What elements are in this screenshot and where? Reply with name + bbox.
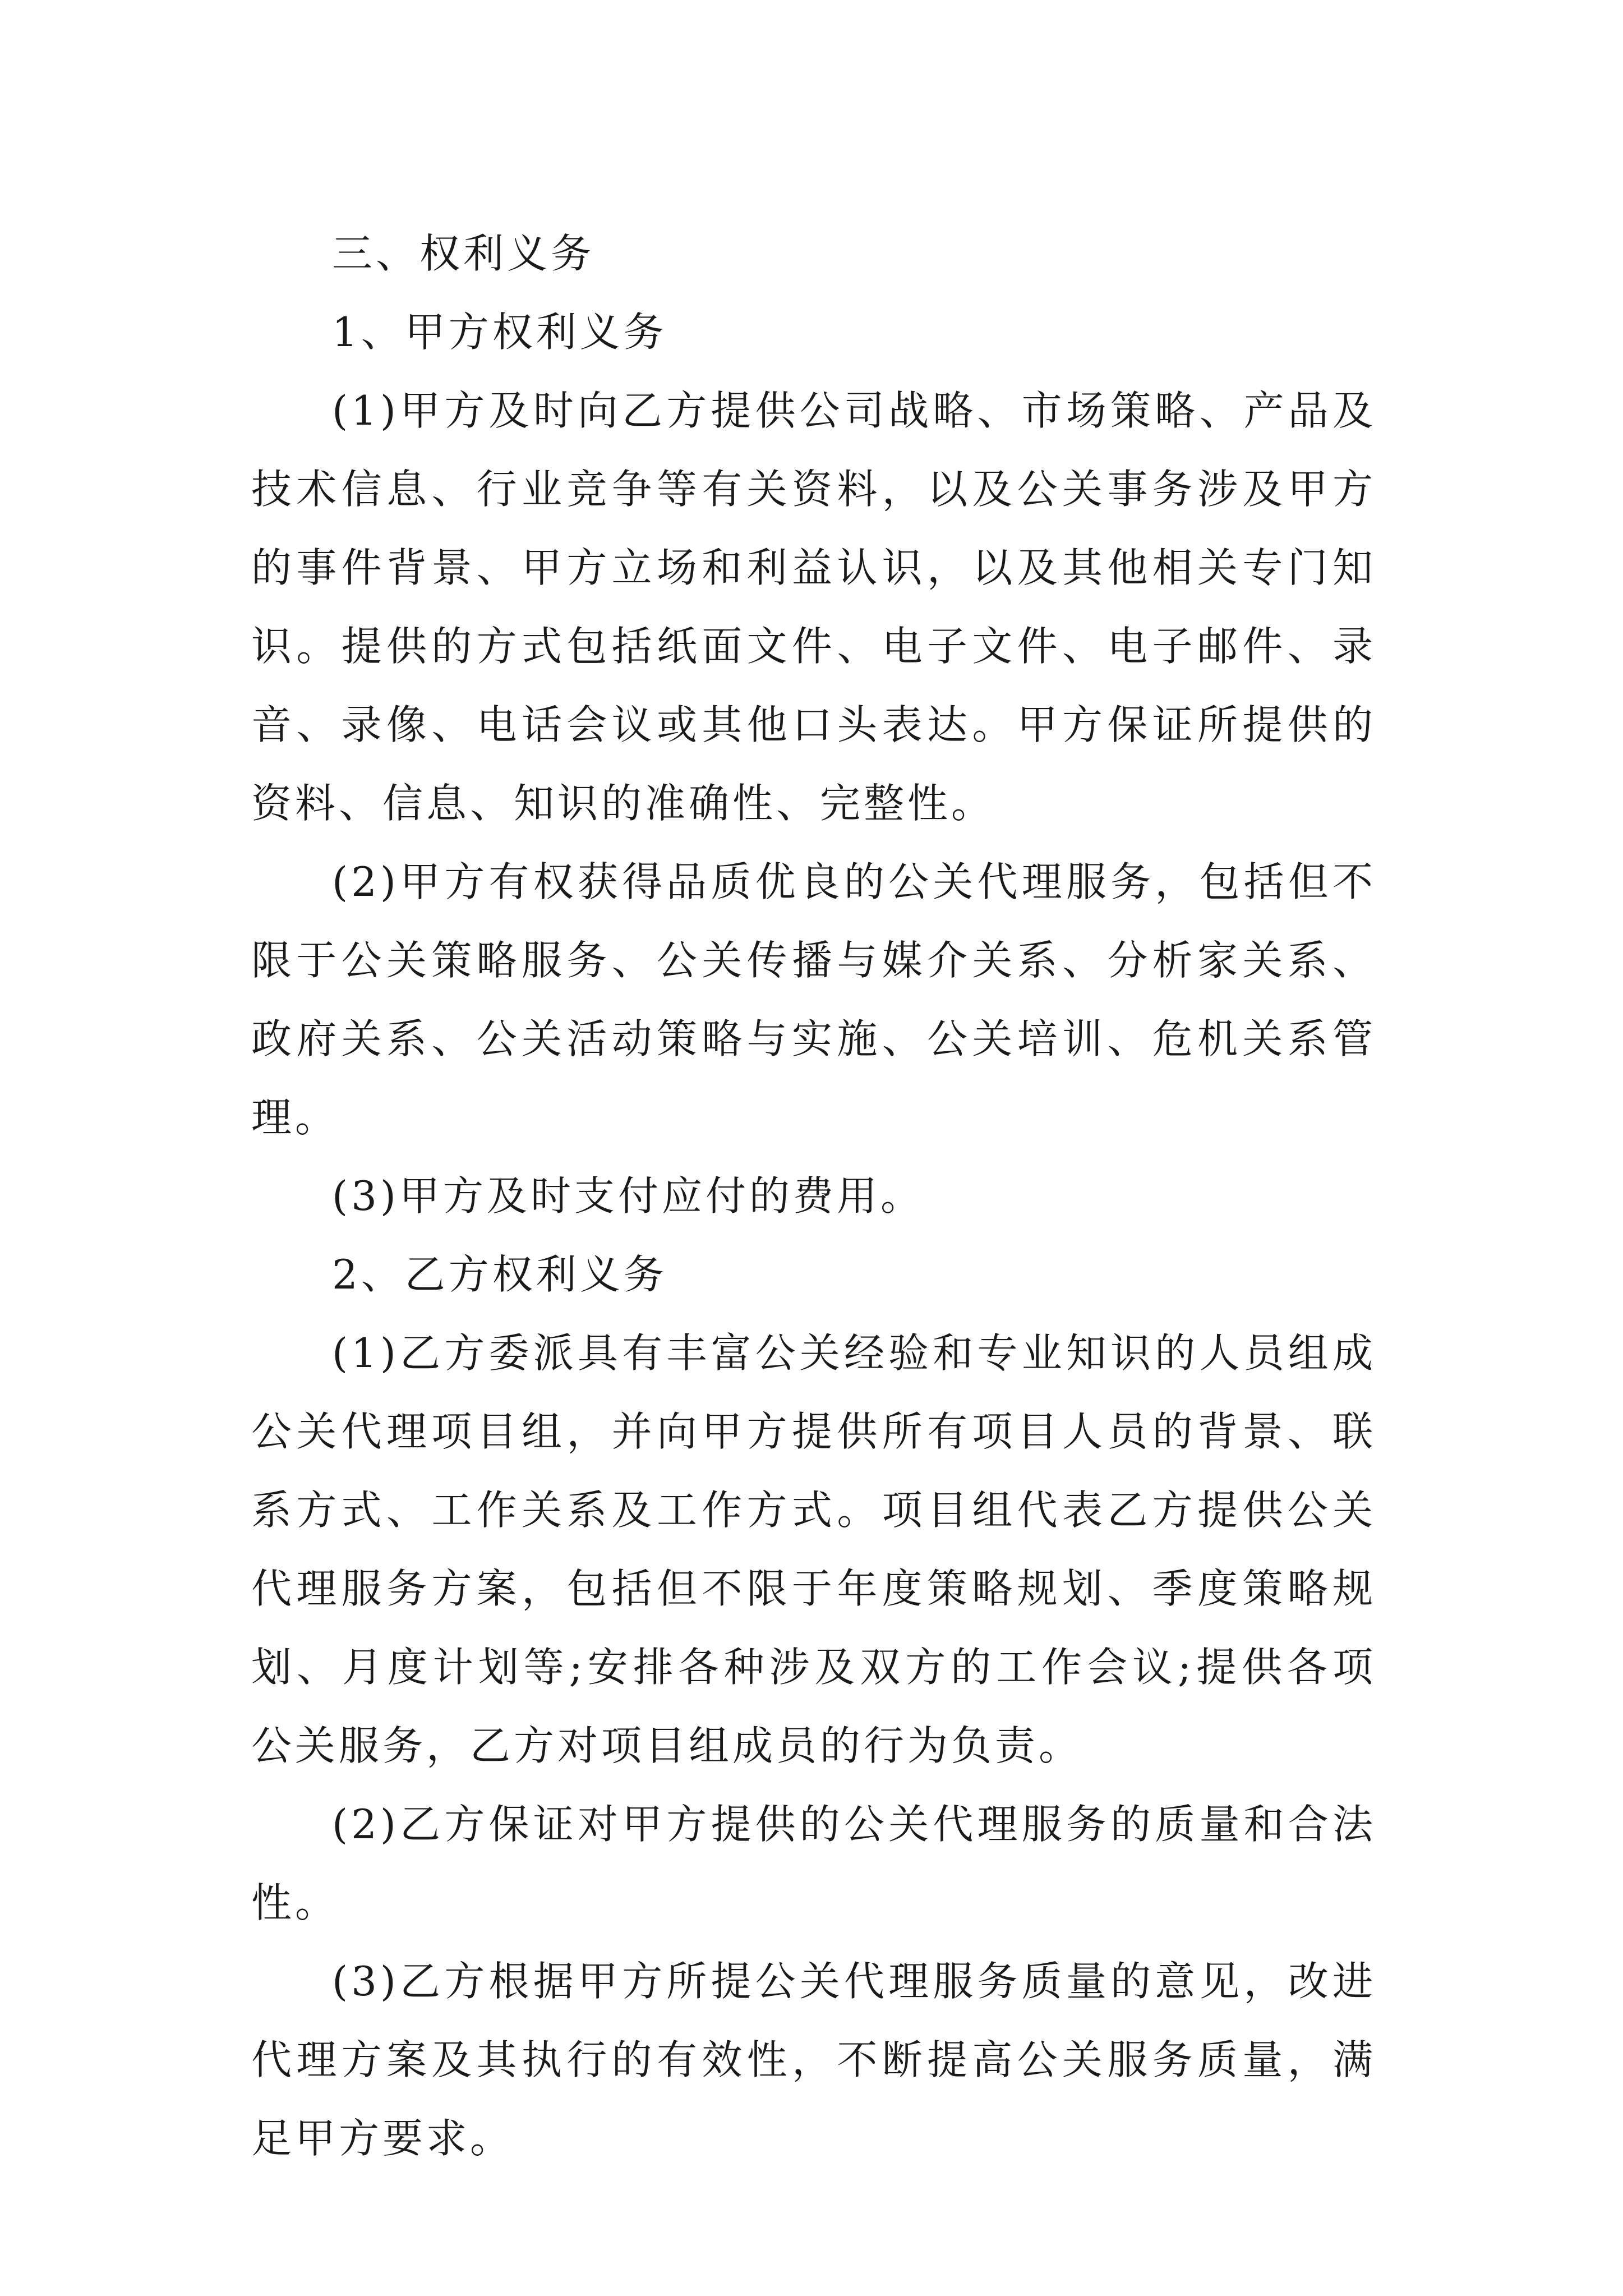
document-body <box>251 214 1376 2178</box>
subheading-party-a: 1、甲方权利义务 <box>332 309 667 356</box>
subheading-party-b: 2、乙方权利义务 <box>332 1251 667 1298</box>
paragraph-party-b-1: (1)乙方委派具有丰富公关经验和专业知识的人员组成公关代理项目组，并向甲方提供所有项目人员的背景、联系方式、工作关系及工作方式。项目组代表乙方提供公关代理服务方案，包括但不限于年度策略规划、季度策略规划、月度计划等;安排各种涉及双方的工作会议;提供各项公关服务，乙方对项目组成员的行为负责。 <box>251 1329 1376 1769</box>
paragraph-party-b-2: (2)乙方保证对甲方提供的公关代理服务的质量和合法性。 <box>251 1801 1376 1926</box>
paragraph-party-a-3: (3)甲方及时支付应付的费用。 <box>332 1172 924 1220</box>
paragraph-party-b-3: (3)乙方根据甲方所提公关代理服务质量的意见，改进代理方案及其执行的有效性，不断提高公关服务质量，满足甲方要求。 <box>251 1958 1376 2162</box>
paragraph-party-a-2: (2)甲方有权获得品质优良的公关代理服务，包括但不限于公关策略服务、公关传播与媒介关系、分析家关系、政府关系、公关活动策略与实施、公关培训、危机关系管理。 <box>251 858 1376 1141</box>
section-heading-rights-obligations: 三、权利义务 <box>332 230 595 277</box>
paragraph-party-a-1: (1)甲方及时向乙方提供公司战略、市场策略、产品及技术信息、行业竞争等有关资料，以及公关事务涉及甲方的事件背景、甲方立场和利益认识，以及其他相关专门知识。提供的方式包括纸面文件、电子文件、电子邮件、录音、录像、电话会议或其他口头表达。甲方保证所提供的资料、信息、知识的准确性、完整性。 <box>251 387 1376 827</box>
